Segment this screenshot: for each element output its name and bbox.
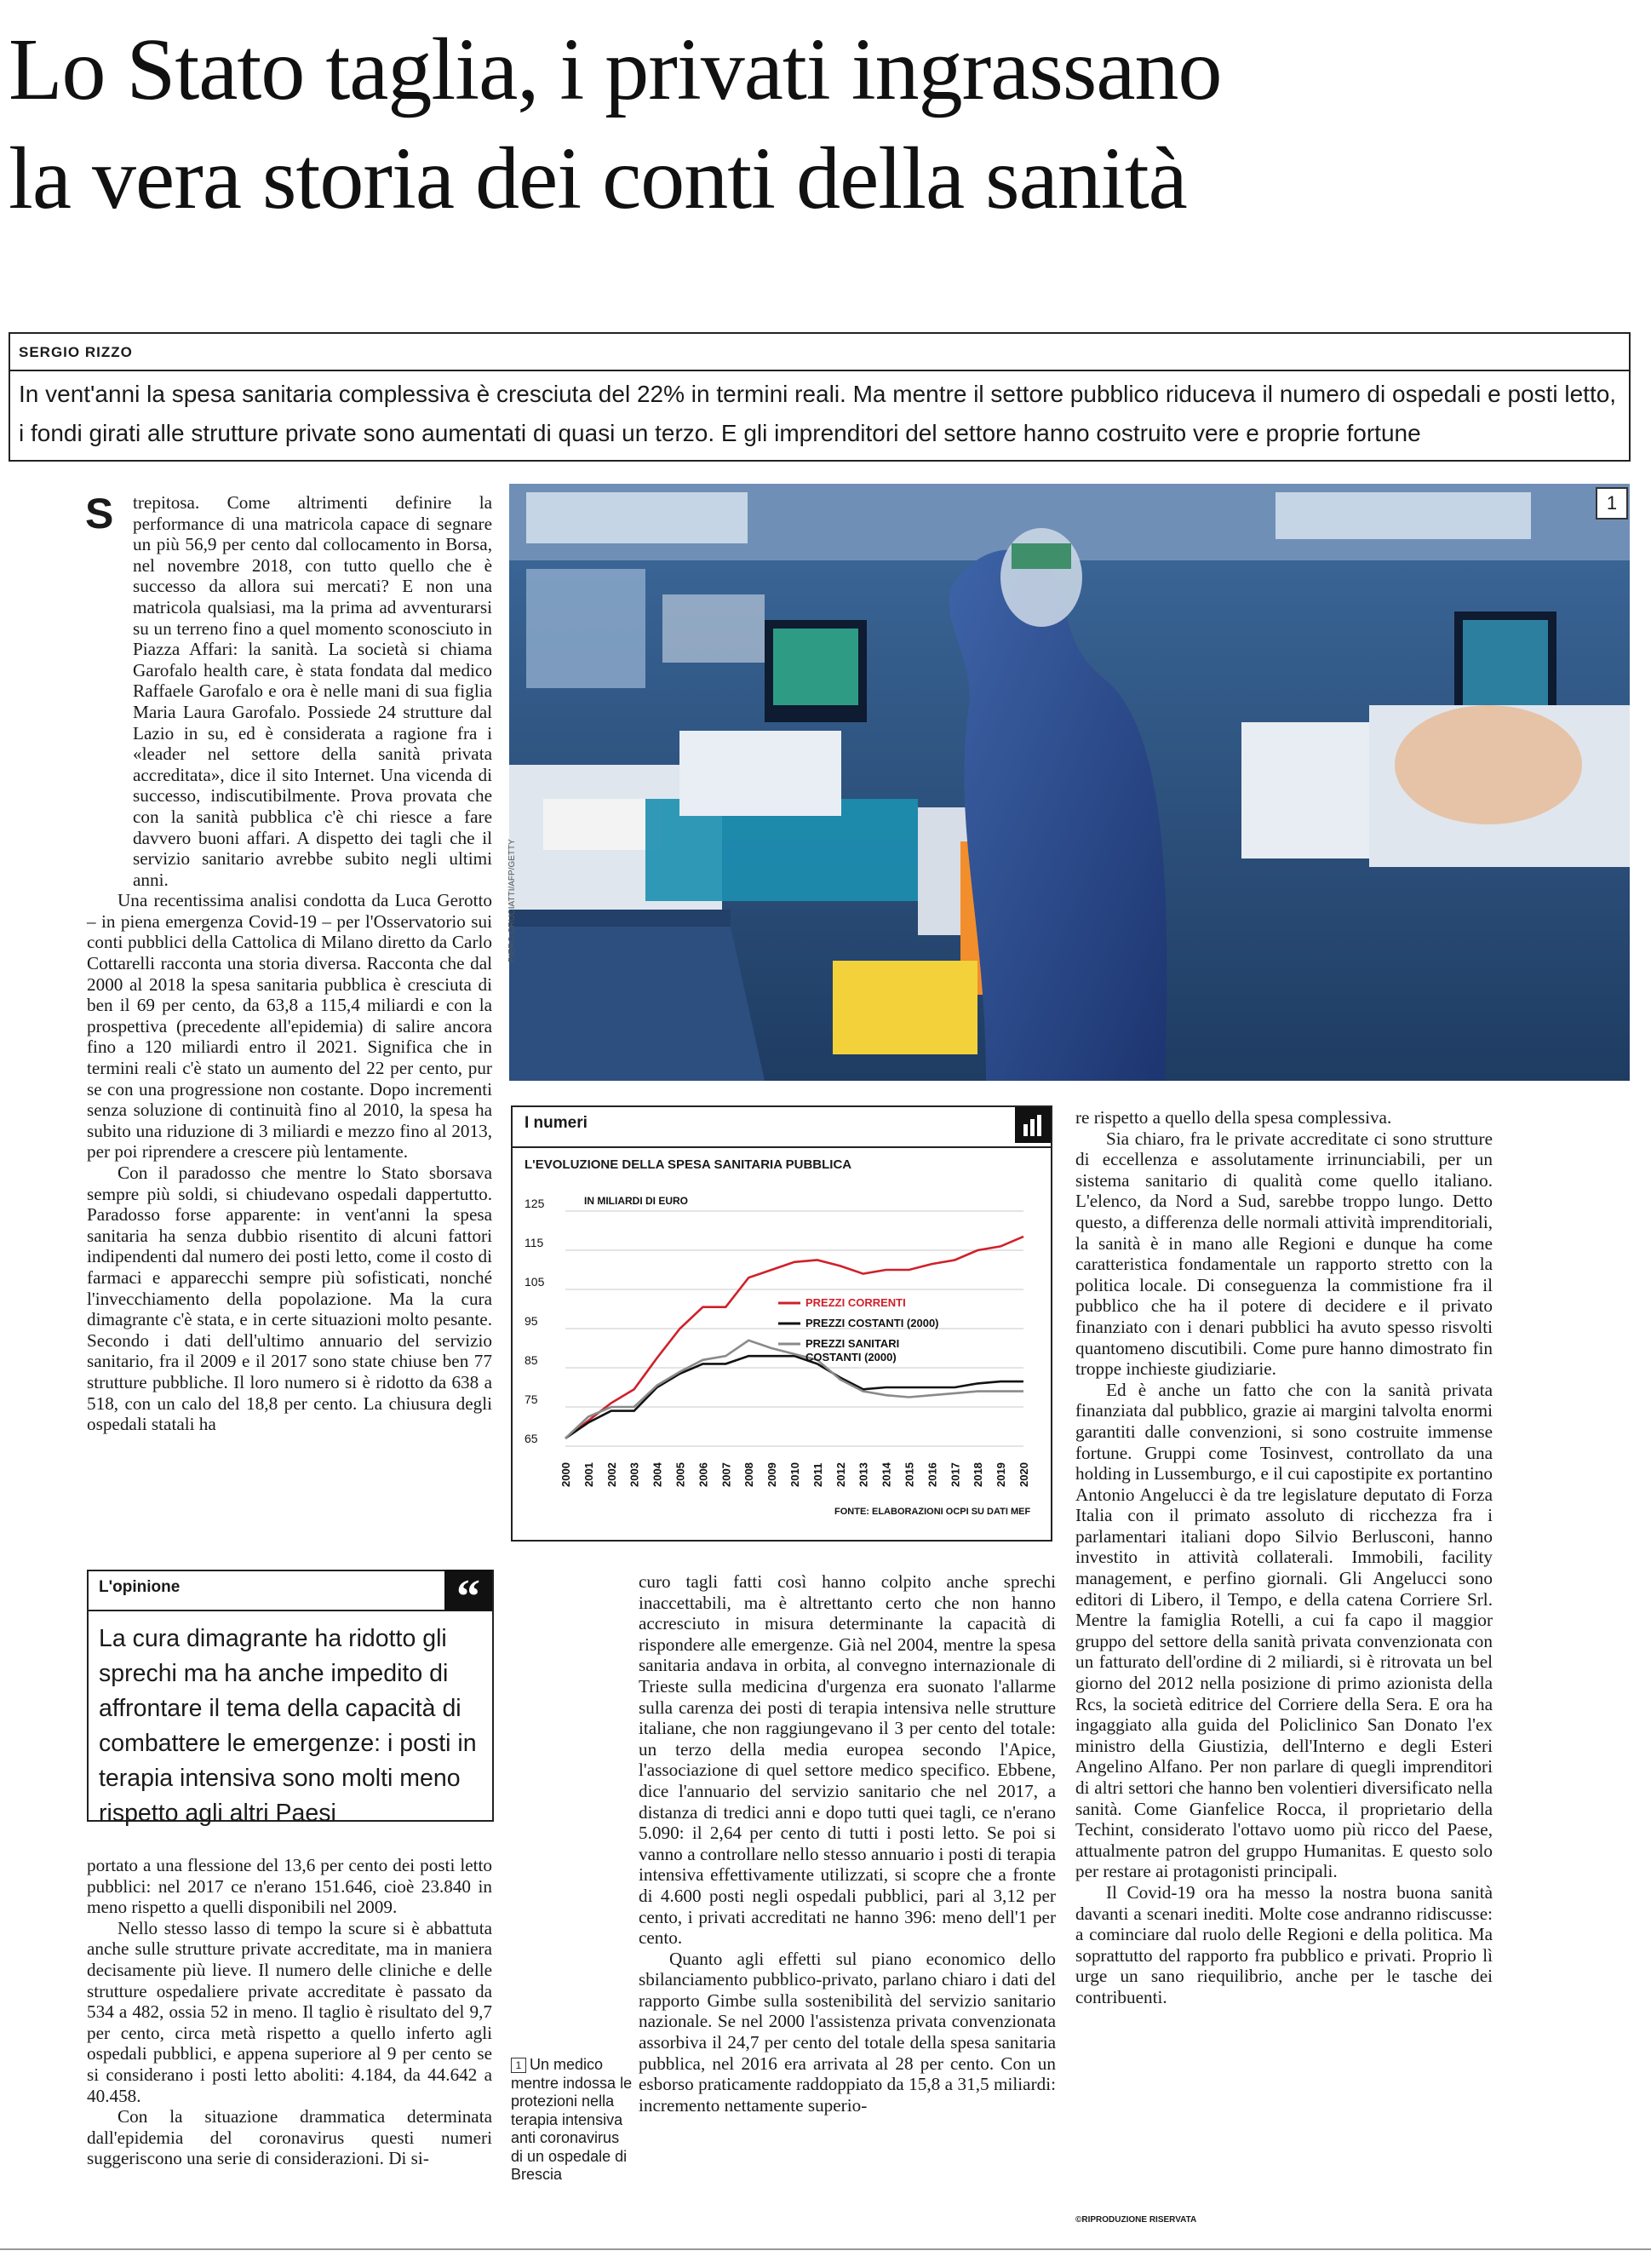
- column-2: [639, 1571, 1056, 2116]
- y-tick-label: 125: [525, 1197, 545, 1210]
- photo-illustration: [509, 484, 1630, 1081]
- paragraph: trepitosa. Come altrimenti definire la performance di una matricola capace di segnare un più 56,9 per cento dal collocamento in Borsa, nel novembre 2018, con tutto quello che è successo da allora sui mercati? E non una matricola qualsiasi, ma la prima ad avventurarsi su un terreno fino a quel momento sconosciuto in Piazza Affari: la sanità. La società si chiama Garofalo health care, è stata fondata dal medico Raffaele Garofalo e ora è nelle mani di sua figlia Maria Laura Garofalo. Possiede 24 strutture dal Lazio in su, ed è considerata a ragione fra i «leader nel settore della sanità privata accreditata», dice il sito Internet. Una vicenda di successo, indiscutibilmente. Prova provata che con la sanità pubblica c'è chi riesce a fare davvero buoni affari. A dispetto dei tagli che il servizio sanitario avrebbe subito negli ultimi anni.: [133, 492, 492, 890]
- x-tick-label: 2019: [995, 1462, 1008, 1487]
- photo-caption: [511, 2056, 635, 2185]
- x-tick-label: 2007: [719, 1462, 733, 1487]
- paragraph: portato a una flessione del 13,6 per cento dei posti letto pubblici: nel 2017 ce n'erano 151.646, cioè 23.840 in meno rispetto a quelli disponibili nel 2009.: [87, 1855, 492, 1918]
- x-tick-label: 2013: [857, 1462, 870, 1487]
- headline: [9, 15, 1643, 233]
- x-tick-label: 2005: [674, 1462, 687, 1487]
- chart-source: FONTE: ELABORAZIONI OCPI SU DATI MEF: [834, 1507, 1031, 1517]
- x-tick-label: 2000: [559, 1462, 572, 1487]
- paragraph: Ed è anche un fatto che con la sanità privata finanziata dal pubblico, grazie ai margini talvolta enormi garantiti dalle convenzioni, si sono costruite immense fortune. Gruppi come Tosinvest, controllato da una holding in Lussemburgo, e il cui capostipite ex portantino Antonio Angelucci è da tre legislature deputato di Forza Italia con il primato assoluto di ricchezza fra i parlamentari italiani dopo Silvio Berlusconi, hanno investito in attività collaterali. Immobili, facility management, e perfino giornali. Gli Angelucci sono editori di Libero, il Tempo, e della catena Corriere Srl. Mentre la famiglia Rotelli, a cui fa capo il maggior gruppo del settore della sanità privata convenzionata con un fatturato dell'ordine di 2 miliardi, si è ritrovata un bel giorno del 2012 nella posizione di primo azionista della Rcs, la società editrice del Corriere della Sera. E ora ha ingaggiato alla guida del Policlinico San Donato l'ex ministro della Giustizia, dell'Interno e degli Esteri Angelino Alfano. Per non parlare di quegli imprenditori di altri settori che hanno ben volentieri diversificato nella sanità. Come Gianfelice Rocca, il proprietario della Techint, considerato l'ottavo uomo più ricco del Paese, attualmente patron del gruppo Humanitas. E questo solo per restare ai protagonisti principali.: [1075, 1379, 1493, 1882]
- x-tick-label: 2006: [697, 1462, 710, 1487]
- headline-line-2: la vera storia dei conti della sanità: [9, 129, 1187, 227]
- x-tick-label: 2012: [834, 1462, 847, 1487]
- x-tick-label: 2018: [972, 1462, 985, 1487]
- y-tick-label: 85: [525, 1353, 538, 1367]
- x-tick-label: 2016: [926, 1462, 939, 1487]
- opinion-divider: [89, 1610, 492, 1611]
- series-line: [565, 1356, 1023, 1438]
- photo-number: 1: [1596, 487, 1628, 520]
- paragraph: re rispetto a quello della spesa complessiva.: [1075, 1107, 1392, 1128]
- paragraph: Quanto agli effetti sul piano economico dello sbilanciamento pubblico-privato, parlano chiaro i dati del rapporto Gimbe sulla sostenibilità del servizio sanitario nazionale. Se nel 2000 l'assistenza privata convenzionata assorbiva il 24,7 per cento del totale della spesa sanitaria pubblica, nel 2016 era arrivata al 28 per cento. Con un esborso praticamente raddoppiato da 15,8 a 31,5 miliardi: incremento nettamente superio-: [639, 1948, 1056, 2116]
- legend-label: PREZZI COSTANTI (2000): [805, 1317, 939, 1329]
- y-tick-label: 105: [525, 1275, 545, 1289]
- x-tick-label: 2011: [811, 1462, 824, 1487]
- x-tick-label: 2014: [880, 1462, 893, 1487]
- x-tick-label: 2020: [1018, 1462, 1030, 1487]
- line-chart: [513, 1175, 1051, 1538]
- paragraph: Con il paradosso che mentre lo Stato sborsava sempre più soldi, si chiudevano ospedali dappertutto. Paradosso forse apparente: in vent'anni la spesa sanitaria ha senza dubbio risentito di alcuni fattori indipendenti dal numero dei posti letto, come il costo di farmaci e apparecchi sempre più sofisticati, nonché l'invecchiamento della popolazione. Ma la cura dimagrante c'è stata, e in certe situazioni molto pesante. Secondo i dati dell'ultimo annuario del servizio sanitario, fra il 2009 e il 2017 sono state chiuse ben 77 strutture pubbliche. Il loro numero si è ridotto da 638 a 518, con un calo del 18,8 per cento. La chiusura degli ospedali statali ha: [87, 1163, 492, 1435]
- paragraph: Sia chiaro, fra le private accreditate ci sono strutture di eccellenza e assolutamente irrinunciabili, per un sistema sanitario di qualità come quello italiano. L'elenco, da Nord a Sud, sarebbe troppo lungo. Detto questo, a differenza delle normali attività imprenditoriali, la sanità è in mano alle Regioni e dunque ha come caratteristica fondamentale un rapporto stretto con la politica locale. Di conseguenza la commistione fra il pubblico che ha il potere di decidere e il privato finanziato con i denari pubblici ha avuto spesso risvolti quantomeno discutibili. Come pure hanno dimostrato fin troppe inchieste giudiziarie.: [1075, 1128, 1493, 1380]
- paragraph: Il Covid-19 ora ha messo la nostra buona sanità davanti a scenari inediti. Molte cose andranno ridiscusse: a cominciare dal ruolo delle Regioni e della politica. Ma soprattutto del rapporto fra pubblico e privati. Proprio lì urge un sano riequilibrio, anche per le tasche dei contribuenti.: [1075, 1881, 1493, 2007]
- standfirst: In vent'anni la spesa sanitaria complessiva è cresciuta del 22% in termini reali. Ma mentre il settore pubblico riduceva il numero di ospedali e posti letto, i fondi girati alle strutture private sono aumentati di quasi un terzo. E gli imprenditori del settore hanno costruito vere e proprie fortune: [19, 381, 1617, 446]
- x-tick-label: 2010: [788, 1462, 801, 1487]
- legend-label-cont: COSTANTI (2000): [805, 1351, 897, 1364]
- photo: [509, 484, 1630, 1081]
- y-tick-label: 75: [525, 1392, 538, 1406]
- y-tick-label: 65: [525, 1432, 538, 1445]
- legend-label: PREZZI CORRENTI: [805, 1296, 906, 1309]
- bar-chart-icon: [1015, 1107, 1051, 1143]
- x-tick-label: 2009: [765, 1462, 779, 1487]
- x-tick-label: 2002: [605, 1462, 618, 1487]
- x-tick-label: 2008: [742, 1462, 756, 1487]
- caption-text: Un medico mentre indossa le protezioni nella terapia intensiva anti coronavirus di un ospedale di Brescia: [511, 2056, 633, 2183]
- photo-credit: PIERO CRUCIATTI/AFP/GETTY: [507, 839, 517, 962]
- byline-divider: [9, 370, 1631, 371]
- chart-title: L'EVOLUZIONE DELLA SPESA SANITARIA PUBBLICA: [525, 1157, 852, 1172]
- y-axis-label: IN MILIARDI DI EURO: [584, 1195, 688, 1207]
- copyright: ©RIPRODUZIONE RISERVATA: [1075, 2215, 1197, 2225]
- y-tick-label: 115: [525, 1236, 544, 1249]
- opinion-label: L'opinione: [99, 1578, 181, 1596]
- author: SERGIO RIZZO: [19, 344, 133, 360]
- x-tick-label: 2001: [582, 1462, 595, 1487]
- column-3: [1075, 1107, 1493, 2008]
- column-1-bottom: [87, 1855, 492, 2169]
- paragraph: Una recentissima analisi condotta da Luca Gerotto – in piena emergenza Covid-19 – per l'Osservatorio sui conti pubblici della Cattolica di Milano diretto da Carlo Cottarelli racconta una storia diversa. Racconta che dal 2000 al 2018 la spesa sanitaria pubblica è cresciuta di ben il 69 per cento, da 63,8 a 115,4 miliardi e con la prospettiva (precedente all'epidemia) di salire ancora fino a 120 miliardi entro il 2021. Significa che in termini reali c'è stato un aumento del 22 per cento, pur se con una progressione non costante. Dopo incrementi senza soluzione di continuità fino al 2010, la spesa ha subito una riduzione di 3 miliardi e mezzo fino al 2013, per poi riprendere a crescere più lentamente.: [87, 890, 492, 1163]
- x-tick-label: 2015: [903, 1462, 916, 1487]
- paragraph: Nello stesso lasso di tempo la scure si è abbattuta anche sulle strutture private accreditate, ma in maniera decisamente più lieve. Il numero delle cliniche e delle strutture ospedaliere private accreditate è passato da 534 a 482, ossia 52 in meno. Il taglio è risultato del 9,7 per cento, circa metà rispetto a quello inferto agli ospedali pubblici, e appena superiore al 9 per cento se si considerano i posti letto aboliti: 4.184, da 44.642 a 40.458.: [87, 1917, 492, 2106]
- quote-icon: “: [444, 1570, 492, 1611]
- x-tick-label: 2017: [949, 1462, 962, 1487]
- drop-cap: S: [85, 490, 114, 537]
- x-tick-label: 2003: [628, 1462, 641, 1487]
- column-1-top: [87, 492, 492, 1435]
- page-footer-rule: [0, 2248, 1651, 2250]
- caption-number: 1: [511, 2058, 526, 2073]
- y-tick-label: 95: [525, 1314, 538, 1328]
- legend-label: PREZZI SANITARI: [805, 1337, 900, 1350]
- headline-line-1: Lo Stato taglia, i privati ingrassano: [9, 20, 1222, 118]
- paragraph: Con la situazione drammatica determinata dall'epidemia del coronavirus questi numeri suggeriscono una serie di considerazioni. Di si-: [87, 2106, 492, 2169]
- chart-box-label: I numeri: [525, 1114, 588, 1132]
- chart-box-divider: [513, 1146, 1051, 1148]
- x-tick-label: 2004: [651, 1462, 664, 1487]
- paragraph: curo tagli fatti così hanno colpito anche sprechi inaccettabili, ma è altrettanto certo che non hanno accresciuto in misura determinante la capacità di rispondere alle emergenze. Già nel 2004, mentre la spesa sanitaria andava in orbita, al convegno internazionale di Trieste sulla medicina d'urgenza era suonato l'allarme sulla carenza dei posti di terapia intensiva nelle strutture italiane, che non raggiungevano il 3 per cento del totale: un terzo della media europea secondo l'Apice, l'associazione di quel settore medico specifico. Ebbene, dice l'annuario del servizio sanitario che nel 2017, a distanza di tredici anni e dopo tutti quei tagli, ce n'erano 5.090: il 2,64 per cento di tutti i posti letto. Se poi si vanno a controllare nello stesso annuario i posti di terapia intensiva effettivamente utilizzati, si scopre che a fronte di 4.600 posti negli ospedali pubblici, pari al 3,12 per cento, i privati accreditati ne hanno 396: meno dell'1 per cento.: [639, 1571, 1056, 1949]
- opinion-quote: La cura dimagrante ha ridotto gli sprechi ma ha anche impedito di affrontare il tema della capacità di combattere le emergenze: i posti in terapia intensiva sono molti meno rispetto agli altri Paesi: [99, 1625, 477, 1827]
